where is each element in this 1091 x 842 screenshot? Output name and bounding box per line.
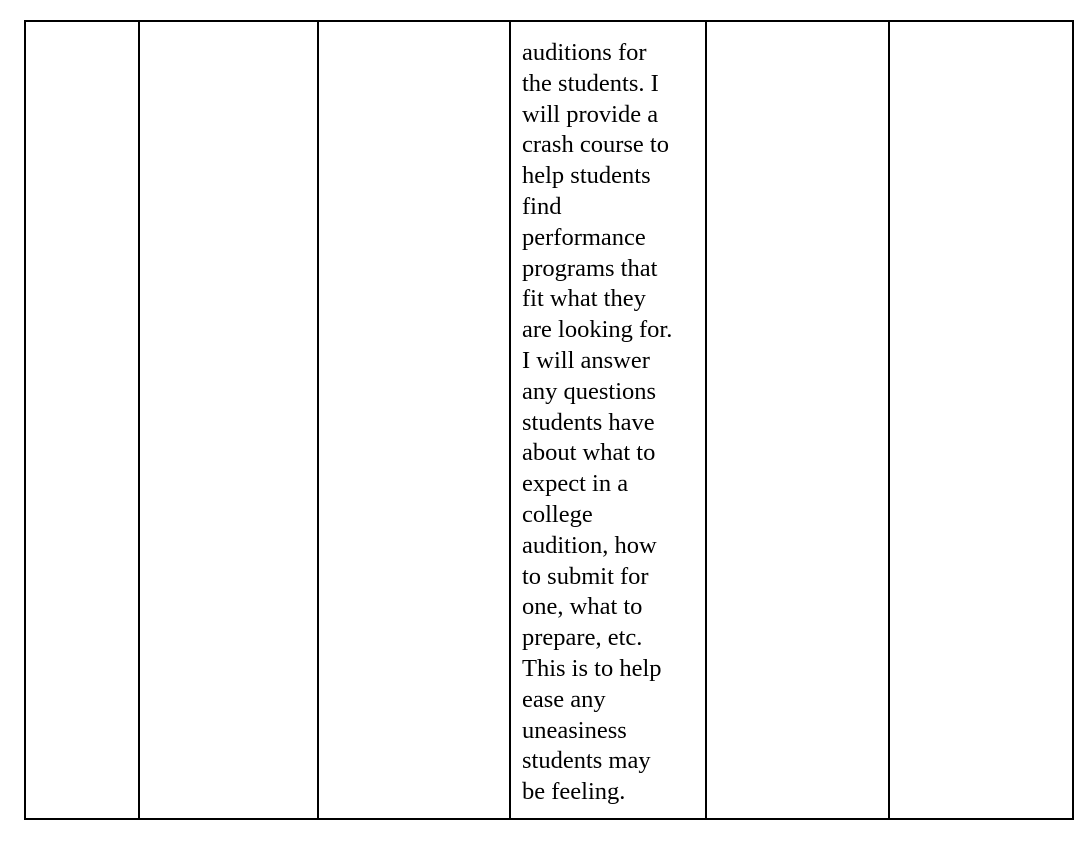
document-table	[24, 20, 1074, 820]
table-cell-1	[25, 21, 139, 819]
table-cell-2	[139, 21, 318, 819]
table-cell-5	[706, 21, 889, 819]
audition-description-text: auditions for the students. I will provide a crash course to help students find performance programs that fit what they are looking for. I will answer any questions students have about what to expect in a college audition, how to submit for one, what to prepare, etc. This is to help ease any uneasiness students may be feeling.	[522, 39, 673, 806]
table-cell-6	[889, 21, 1073, 819]
table-cell-3	[318, 21, 510, 819]
table-row	[25, 21, 1073, 819]
table-cell-4	[510, 21, 706, 819]
